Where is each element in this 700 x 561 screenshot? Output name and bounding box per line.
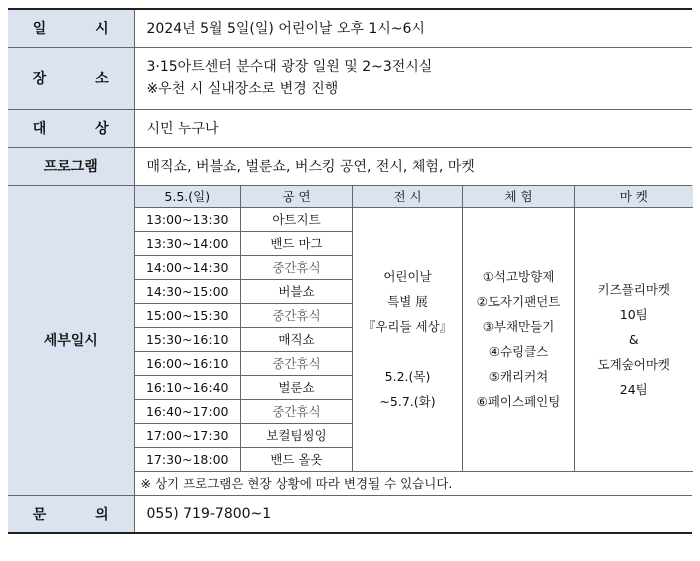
schedule-header-experience: 체 험 xyxy=(463,186,575,208)
schedule-header-exhibit: 전 시 xyxy=(353,186,463,208)
slot-time: 14:30~15:00 xyxy=(135,279,241,303)
slot-break: 중간휴식 xyxy=(241,399,353,423)
experience-line: ③부채만들기 xyxy=(482,319,555,334)
slot-time: 15:30~16:10 xyxy=(135,327,241,351)
market-line: & xyxy=(628,331,639,347)
contact-value: 055) 719-7800~1 xyxy=(134,495,692,533)
place-line1: 3·15아트센터 분수대 광장 일원 및 2~3전시실 xyxy=(146,59,433,75)
exhibit-line: 5.2.(목) xyxy=(384,369,431,384)
experience-line: ①석고방향제 xyxy=(482,269,555,284)
schedule-header-market: 마 켓 xyxy=(575,186,693,208)
event-info-table xyxy=(8,8,692,534)
slot-performance: 보컬팀씽잉 xyxy=(241,423,353,447)
slot-performance: 버블쇼 xyxy=(241,279,353,303)
slot-time: 15:00~15:30 xyxy=(135,303,241,327)
schedule-header-performance: 공 연 xyxy=(241,186,353,208)
slot-time: 17:00~17:30 xyxy=(135,423,241,447)
contact-label: 문 의 xyxy=(8,495,134,533)
exhibit-line: 『우리들 세상』 xyxy=(362,319,453,334)
exhibit-cell xyxy=(353,207,463,471)
slot-time: 17:30~18:00 xyxy=(135,447,241,471)
target-value: 시민 누구나 xyxy=(134,109,692,147)
schedule-header-date: 5.5.(일) xyxy=(135,186,241,208)
place-label: 장 소 xyxy=(8,47,134,109)
exhibit-line: 어린이날 xyxy=(383,269,432,284)
market-line: 24팀 xyxy=(619,381,648,397)
detail-label: 세부일시 xyxy=(8,185,134,495)
schedule-table xyxy=(135,186,693,495)
exhibit-line xyxy=(353,339,462,364)
exhibit-line: 특별 展 xyxy=(387,294,428,309)
place-value xyxy=(134,47,692,109)
experience-line: ⑤캐리커쳐 xyxy=(488,369,549,384)
slot-performance: 밴드 마그 xyxy=(241,231,353,255)
slot-performance: 매직쇼 xyxy=(241,327,353,351)
slot-performance: 아트지트 xyxy=(241,207,353,231)
experience-line: ②도자기팬던트 xyxy=(476,294,561,309)
experience-cell xyxy=(463,207,575,471)
place-rain-note: ※우천 시 실내장소로 변경 진행 xyxy=(146,81,339,97)
date-value: 2024년 5월 5일(일) 어린이날 오후 1시~6시 xyxy=(134,9,692,47)
slot-time: 16:10~16:40 xyxy=(135,375,241,399)
slot-time: 16:40~17:00 xyxy=(135,399,241,423)
detail-schedule-cell xyxy=(134,185,692,495)
program-value: 매직쇼, 버블쇼, 벌룬쇼, 버스킹 공연, 전시, 체험, 마켓 xyxy=(134,147,692,185)
slot-performance: 벌룬쇼 xyxy=(241,375,353,399)
slot-break: 중간휴식 xyxy=(241,351,353,375)
experience-line: ④슈링클스 xyxy=(488,344,549,359)
slot-break: 중간휴식 xyxy=(241,303,353,327)
slot-time: 13:30~14:00 xyxy=(135,231,241,255)
slot-break: 중간휴식 xyxy=(241,255,353,279)
slot-time: 13:00~13:30 xyxy=(135,207,241,231)
date-label: 일 시 xyxy=(8,9,134,47)
target-label: 대 상 xyxy=(8,109,134,147)
schedule-note: ※ 상기 프로그램은 현장 상황에 따라 변경될 수 있습니다. xyxy=(135,471,693,495)
program-label: 프로그램 xyxy=(8,147,134,185)
market-line: 도계숲어마켓 xyxy=(597,356,670,372)
exhibit-line: ~5.7.(화) xyxy=(379,394,436,409)
slot-performance: 밴드 올옷 xyxy=(241,447,353,471)
schedule-row xyxy=(135,207,693,231)
market-line: 10팀 xyxy=(619,306,648,322)
schedule-note-row xyxy=(135,471,693,495)
market-line: 키즈플리마켓 xyxy=(597,281,670,297)
market-cell xyxy=(575,207,693,471)
slot-time: 16:00~16:10 xyxy=(135,351,241,375)
slot-time: 14:00~14:30 xyxy=(135,255,241,279)
experience-line: ⑥페이스페인팅 xyxy=(476,394,561,409)
